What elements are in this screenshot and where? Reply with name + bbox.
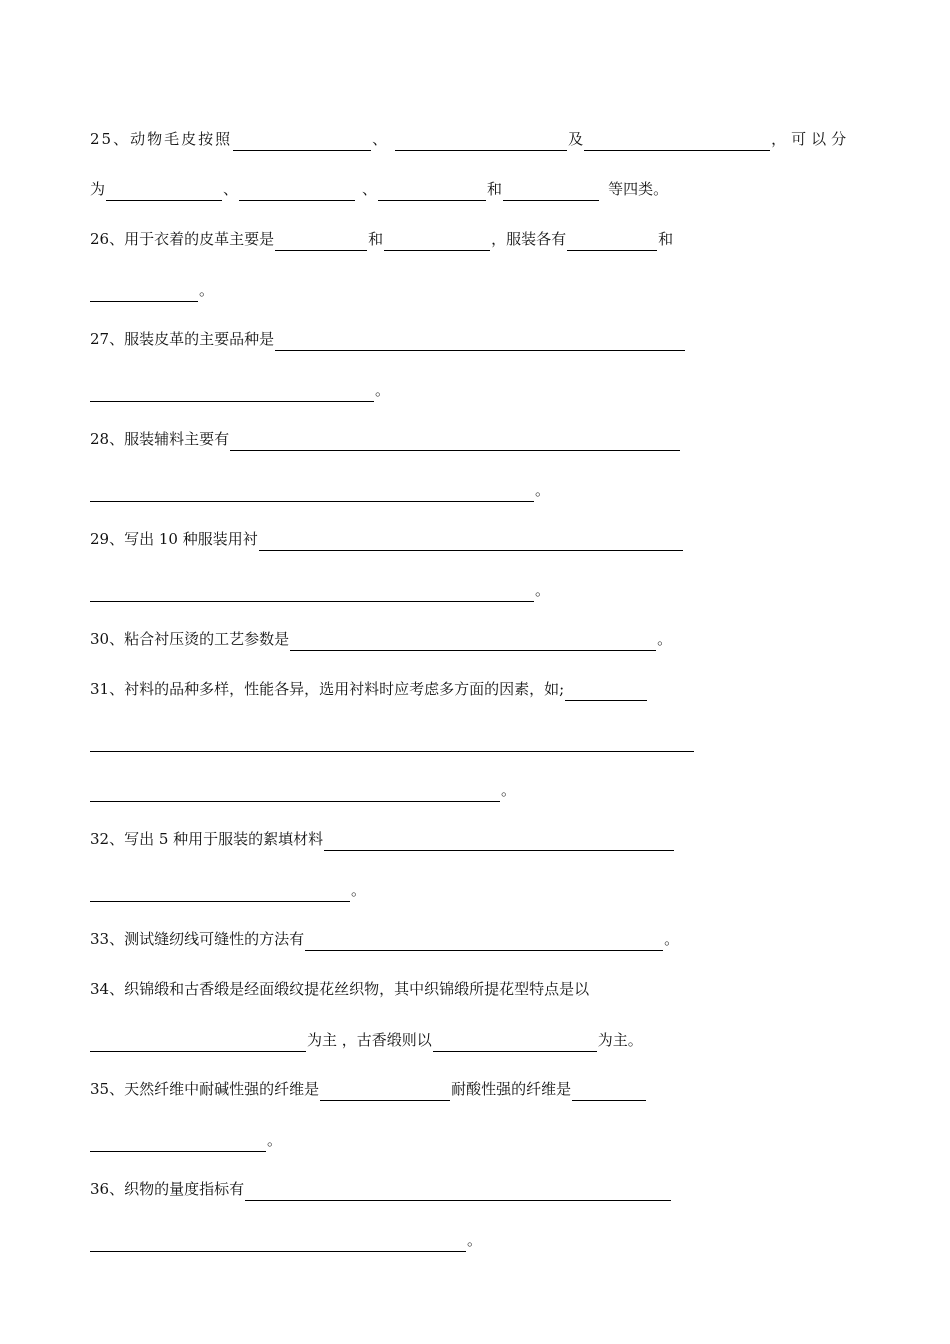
blank-field[interactable] — [572, 1084, 646, 1101]
blank-field[interactable] — [230, 434, 680, 451]
question-27-prefix: 27、服装皮革的主要品种是 — [90, 330, 275, 348]
question-32-end: 。 — [351, 881, 367, 899]
question-25-prefix: 25、动物毛皮按照 — [90, 130, 233, 148]
question-28-line-2 — [90, 478, 550, 502]
question-33-end: 。 — [664, 930, 680, 948]
question-35-end: 。 — [267, 1131, 283, 1149]
blank-field[interactable] — [90, 1235, 466, 1252]
blank-field[interactable] — [245, 1184, 671, 1201]
blank-field[interactable] — [259, 534, 683, 551]
blank-field[interactable] — [239, 184, 355, 201]
question-31-line-3 — [90, 778, 516, 802]
question-31-prefix: 31、衬料的品种多样，性能各异，选用衬料时应考虑多方面的因素，如; — [90, 680, 565, 698]
blank-field[interactable] — [565, 684, 647, 701]
question-25-line-2 — [90, 177, 668, 201]
question-30-prefix: 30、粘合衬压烫的工艺参数是 — [90, 630, 290, 648]
question-34-line-1 — [90, 977, 589, 1001]
question-36-end: 。 — [467, 1231, 483, 1249]
question-33-line-1 — [90, 927, 679, 951]
question-26-prefix: 26、用于衣着的皮革主要是 — [90, 230, 275, 248]
question-28-prefix: 28、服装辅料主要有 — [90, 430, 230, 448]
question-29-line-1 — [90, 527, 684, 551]
blank-field[interactable] — [90, 585, 534, 602]
question-30-end: 。 — [657, 630, 673, 648]
question-26-line-1 — [90, 227, 673, 251]
blank-field[interactable] — [378, 184, 486, 201]
separator: 耐酸性强的纤维是 — [451, 1080, 572, 1098]
question-26-line-2 — [90, 278, 214, 302]
blank-field[interactable] — [106, 184, 222, 201]
blank-field[interactable] — [90, 385, 374, 402]
question-34-end: 为主。 — [597, 1031, 643, 1049]
separator: 、 — [223, 180, 239, 198]
question-27-end: 。 — [375, 381, 391, 399]
blank-field[interactable] — [567, 234, 657, 251]
blank-field[interactable] — [90, 1135, 266, 1152]
separator: 和 — [487, 180, 503, 198]
question-35-line-2 — [90, 1128, 282, 1152]
blank-field[interactable] — [305, 934, 663, 951]
question-29-end: 。 — [535, 581, 551, 599]
question-36-line-2 — [90, 1228, 482, 1252]
blank-field[interactable] — [233, 134, 371, 151]
blank-field[interactable] — [90, 1035, 306, 1052]
blank-field[interactable] — [503, 184, 599, 201]
question-25-prefix-2: 为 — [90, 180, 106, 198]
blank-field[interactable] — [320, 1084, 450, 1101]
separator: 、 — [372, 130, 388, 148]
blank-field[interactable] — [275, 234, 367, 251]
question-34-line-2 — [90, 1028, 643, 1052]
blank-field[interactable] — [290, 634, 656, 651]
blank-field[interactable] — [90, 885, 350, 902]
question-25-line-1 — [90, 127, 851, 151]
blank-field[interactable] — [324, 834, 674, 851]
blank-field[interactable] — [90, 485, 534, 502]
question-36-line-1 — [90, 1177, 672, 1201]
question-35-line-1 — [90, 1077, 647, 1101]
separator: 及 — [568, 130, 584, 148]
separator: 为主 ，古香缎则以 — [307, 1031, 432, 1049]
question-32-line-1 — [90, 827, 675, 851]
blank-field[interactable] — [90, 285, 198, 302]
question-31-line-2 — [90, 728, 695, 752]
question-35-prefix: 35、天然纤维中耐碱性强的纤维是 — [90, 1080, 320, 1098]
separator: 、 — [362, 180, 378, 198]
question-31-end: 。 — [501, 781, 517, 799]
question-25-end: 等四类。 — [608, 180, 669, 198]
question-27-line-2 — [90, 378, 390, 402]
separator: ，服装各有 — [491, 230, 567, 248]
question-36-prefix: 36、织物的量度指标有 — [90, 1180, 245, 1198]
separator: 和 — [658, 230, 674, 248]
blank-field[interactable] — [275, 334, 685, 351]
question-34-prefix: 34、织锦缎和古香缎是经面缎纹提花丝织物，其中织锦缎所提花型特点是以 — [90, 980, 590, 998]
question-25-tail: ，可以分 — [771, 130, 852, 148]
question-28-end: 。 — [535, 481, 551, 499]
blank-field[interactable] — [395, 134, 567, 151]
question-33-prefix: 33、测试缝纫线可缝性的方法有 — [90, 930, 305, 948]
question-31-line-1 — [90, 677, 648, 701]
blank-field[interactable] — [90, 735, 694, 752]
blank-field[interactable] — [384, 234, 490, 251]
question-29-line-2 — [90, 578, 550, 602]
blank-field[interactable] — [433, 1035, 597, 1052]
question-30-line-1 — [90, 627, 672, 651]
blank-field[interactable] — [584, 134, 770, 151]
question-29-prefix: 29、写出 10 种服装用衬 — [90, 530, 258, 548]
question-32-prefix: 32、写出 5 种用于服装的絮填材料 — [90, 830, 324, 848]
question-28-line-1 — [90, 427, 681, 451]
separator: 和 — [368, 230, 384, 248]
question-27-line-1 — [90, 327, 686, 351]
question-32-line-2 — [90, 878, 366, 902]
blank-field[interactable] — [90, 785, 500, 802]
question-26-end: 。 — [199, 281, 215, 299]
